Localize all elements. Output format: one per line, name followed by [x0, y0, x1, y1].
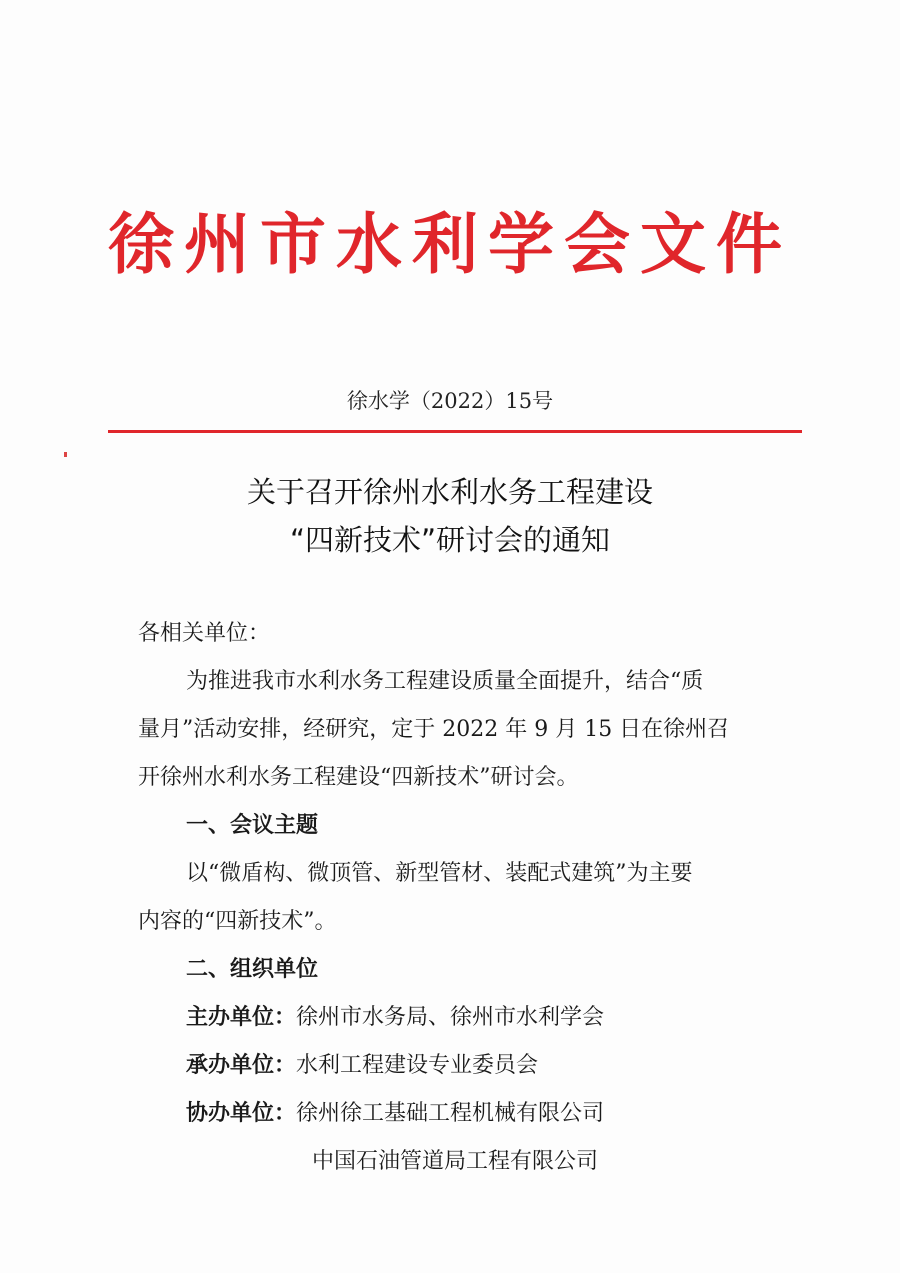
- section-1-line-1: 以“微盾构、微顶管、新型管材、装配式建筑”为主要: [186, 861, 693, 886]
- notice-title-line-2: “四新技术”研讨会的通知: [289, 523, 611, 557]
- intro-line-3: 开徐州水利水务工程建设“四新技术”研讨会。: [138, 765, 579, 790]
- document-header-title: 徐州市水利学会文件: [108, 206, 792, 283]
- document-number: 徐水学（2022）15号: [346, 389, 554, 413]
- header-divider: [108, 430, 802, 433]
- host-value: 徐州市水务局、徐州市水利学会: [296, 1005, 605, 1030]
- organizer-value: 水利工程建设专业委员会: [296, 1053, 539, 1078]
- notice-title-line-1: 关于召开徐州水利水务工程建设: [246, 475, 653, 509]
- host-row: [138, 994, 778, 1042]
- notice-title: [0, 468, 900, 564]
- organizer-row: [138, 1042, 778, 1090]
- host-label: 主办单位：: [186, 1005, 297, 1030]
- scan-speck: [64, 452, 67, 457]
- co-organizer-row: [138, 1090, 778, 1138]
- section-1-line-2: 内容的“四新技术”。: [138, 909, 337, 934]
- notice-body: [138, 610, 778, 1186]
- co-organizer-label: 协办单位：: [186, 1101, 297, 1126]
- intro-line-2: 量月”活动安排，经研究，定于 2022 年 9 月 15 日在徐州召: [138, 717, 730, 742]
- co-organizer-value-2: 中国石油管道局工程有限公司: [312, 1149, 599, 1174]
- salutation: 各相关单位：: [138, 621, 271, 646]
- organizer-label: 承办单位：: [186, 1053, 297, 1078]
- section-2-heading: 二、组织单位: [186, 957, 319, 982]
- intro-line-1: 为推进我市水利水务工程建设质量全面提升，结合“质: [186, 669, 704, 694]
- section-1-heading: 一、会议主题: [186, 813, 319, 838]
- co-organizer-value-1: 徐州徐工基础工程机械有限公司: [296, 1101, 605, 1126]
